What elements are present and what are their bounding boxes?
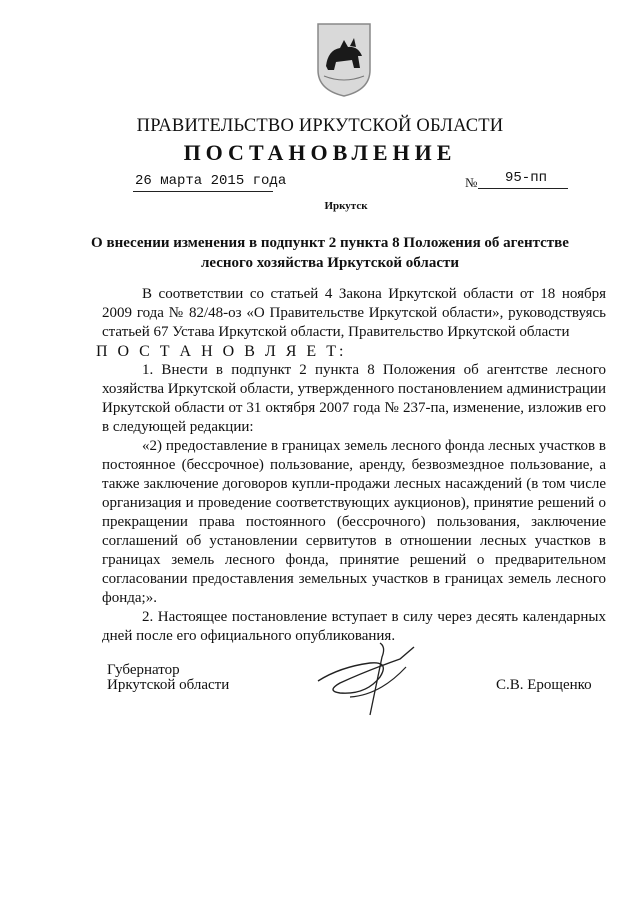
title-line-2: лесного хозяйства Иркутской области <box>200 255 460 271</box>
item-2-paragraph: 2. Настоящее постановление вступает в силу через десять календарных дней после его официального опубликования. <box>102 609 606 644</box>
handwritten-signature-icon <box>310 637 430 717</box>
document-body <box>96 285 606 646</box>
document-type: ПОСТАНОВЛЕНИЕ <box>183 140 457 165</box>
city-name: Иркутск <box>324 200 368 212</box>
signatory-position <box>107 663 229 693</box>
number-sign: № <box>465 175 478 190</box>
document-number: 95-пп <box>505 170 548 186</box>
preamble-paragraph: В соответствии со статьей 4 Закона Иркутской области от 18 ноября 2009 года № 82/48-оз «О Правительстве Иркутской области», руководствуясь статьей 67 Устава Иркутской области, Правительство Иркутской области <box>102 286 606 340</box>
document-title <box>80 233 580 273</box>
title-line-1: О внесении изменения в подпункт 2 пункта 8 Положения об агентстве <box>91 235 569 251</box>
date-underline <box>133 191 273 192</box>
decree-word: П О С Т А Н О В Л Я Е Т: <box>96 343 347 360</box>
document-date: 26 марта 2015 года <box>135 173 287 189</box>
government-name: ПРАВИТЕЛЬСТВО ИРКУТСКОЙ ОБЛАСТИ <box>136 116 504 136</box>
coat-of-arms-icon <box>314 20 374 98</box>
item-1-paragraph: 1. Внести в подпункт 2 пункта 8 Положения об агентстве лесного хозяйства Иркутской области, утвержденного постановлением администрации Иркутской области от 31 октября 2007 года № 237-па, изменение, изложив его в следующей редакции: <box>102 362 606 435</box>
quoted-amendment-paragraph: «2) предоставление в границах земель лесного фонда лесных участков в постоянное (бессрочное) пользование, аренду, безвозмездное пользование, а также заключение договоров купли-продажи лесных насаждений (в том числе организация и проведение соответствующих аукционов), принятие решений о прекращении права постоянного (бессрочного) пользования, заключение соглашений об установлении сервитутов в отношении лесных участков в границах земель лесного фонда, принятие решений о предварительном согласовании предоставления земельных участков в границах земель лесного фонда;». <box>102 438 606 606</box>
number-underline <box>478 188 568 189</box>
position-line-2: Иркутской области <box>107 677 230 693</box>
signatory-name: С.В. Ерощенко <box>496 677 592 693</box>
position-line-1: Губернатор <box>107 662 180 678</box>
